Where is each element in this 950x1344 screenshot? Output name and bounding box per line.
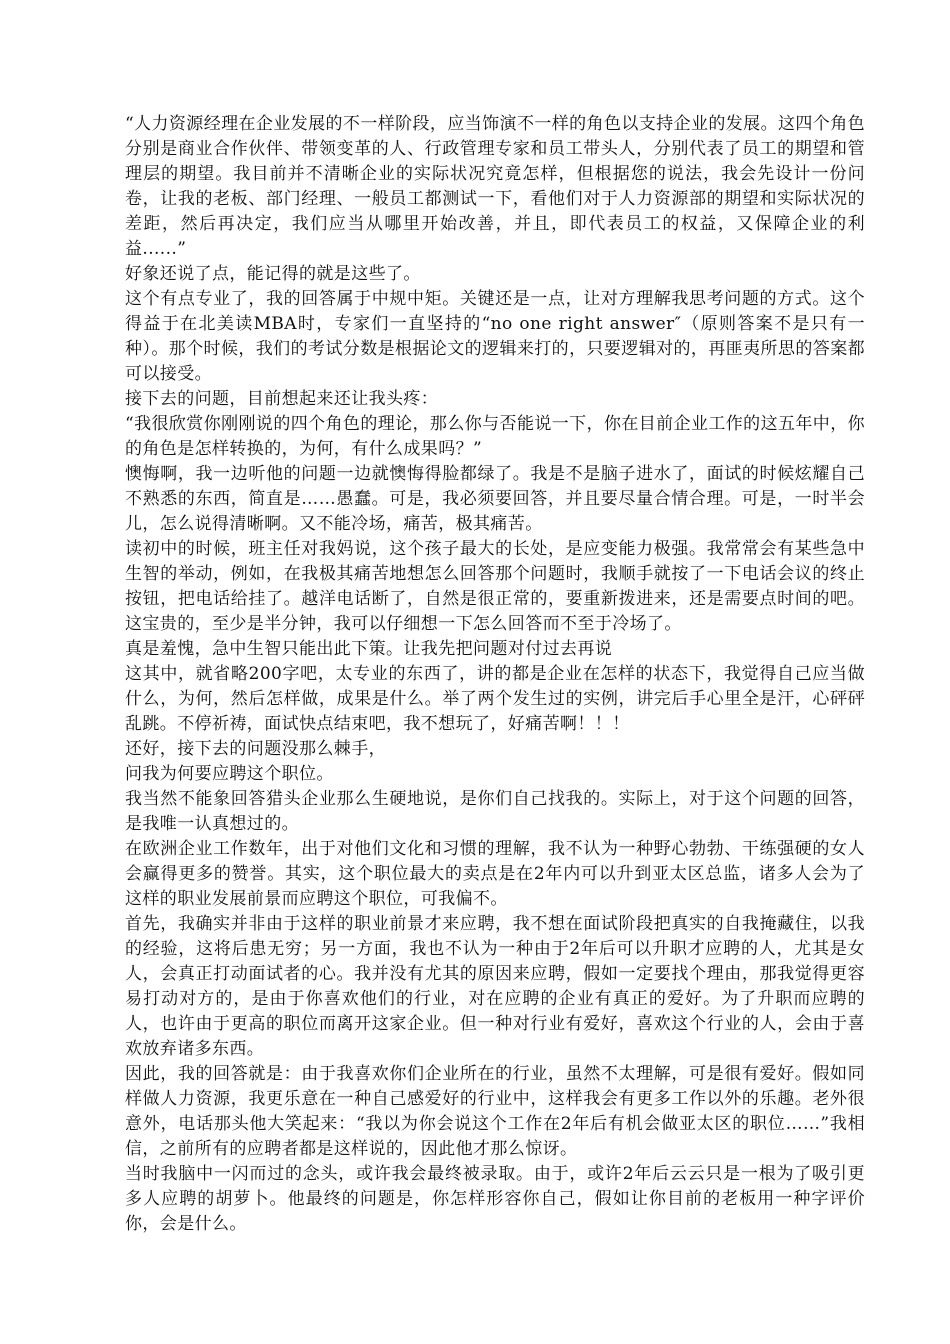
paragraph-omitted-answer: 这其中，就省略200字吧，太专业的东西了，讲的都是企业在怎样的状态下，我觉得自己应当做什么，为何，然后怎样做，成果是什么。举了两个发生过的实例，讲完后手心里全是汗，心砰砰乱跳。不停祈祷，面试快点结束吧，我不想玩了，好痛苦啊！！！ bbox=[125, 664, 865, 734]
paragraph-quote-four-roles: “人力资源经理在企业发展的不一样阶段，应当饰演不一样的角色以支持企业的发展。这四个角色分别是商业合作伙伴、带领变革的人、行政管理专家和员工带头人，分别代表了员工的期望和管理层的期望。我目前并不清晰企业的实际状况究竟怎样，但根据您的说法，我会先设计一份问卷，让我的老板、部门经理、一般员工都测试一下，看他们对于人力资源部的期望和实际状况的差距，然后再决定，我们应当从哪里开始改善，并且，即代表员工的权益，又保障企业的利益......” bbox=[125, 114, 865, 259]
paragraph-first-reason: 首先，我确实并非由于这样的职业前景才来应聘，我不想在面试阶段把真实的自我掩藏住，以我的经验，这将后患无穷；另一方面，我也不认为一种由于2年后可以升职才应聘的人，尤其是女人，会真正打动面试者的心。我并没有尤其的原因来应聘，假如一定要找个理由，那我觉得更容易打动对方的，是由于你喜欢他们的行业，对在应聘的企业有真正的爱好。为了升职而应聘的人，也许由于更高的职位而离开这家企业。但一种对行业有爱好，喜欢这个行业的人，会由于喜欢放弃诸多东西。 bbox=[125, 914, 865, 1059]
paragraph-next-question: 接下去的问题，目前想起来还让我头疼： bbox=[125, 389, 439, 409]
paragraph-headhunter: 我当然不能象回答猎头企业那么生硬地说，是你们自己找我的。实际上，对于这个问题的回答，是我唯一认真想过的。 bbox=[125, 789, 865, 834]
paragraph-why-apply: 问我为何要应聘这个职位。 bbox=[125, 764, 334, 784]
paragraph-professional-answer: 这个有点专业了，我的回答属于中规中矩。关键还是一点，让对方理解我思考问题的方式。这个得益于在北美读MBA时，专家们一直坚持的“no one right answer″（原则答案不是只有一种）。那个时候，我们的考试分数是根据论文的逻辑来打的，只要逻辑对的，再匪夷所思的答案都可以接受。 bbox=[125, 289, 865, 384]
paragraph-remembered: 好象还说了点，能记得的就是这些了。 bbox=[125, 264, 421, 284]
paragraph-regret: 懊悔啊，我一边听他的问题一边就懊悔得脸都绿了。我是不是脑子进水了，面试的时候炫耀自己不熟悉的东西，简直是……愚蠢。可是，我必须要回答，并且要尽量合情合理。可是，一时半会儿，怎么说得清晰啊。又不能冷场，痛苦，极其痛苦。 bbox=[125, 464, 865, 534]
document-body bbox=[125, 112, 865, 1237]
paragraph-ashamed: 真是羞愧，急中生智只能出此下策。让我先把问题对付过去再说 bbox=[125, 639, 613, 659]
paragraph-quick-wit: 读初中的时候，班主任对我妈说，这个孩子最大的长处，是应变能力极强。我常常会有某些急中生智的举动，例如，在我极其痛苦地想怎么回答那个问题时，我顺手就按了一下电话会议的终止按钮，把电话给挂了。越洋电话断了，自然是很正常的，要重新拨进来，还是需要点时间的吧。这宝贵的，至少是半分钟，我可以仔细想一下怎么回答而不至于冷场了。 bbox=[125, 539, 865, 634]
paragraph-final-question: 当时我脑中一闪而过的念头，或许我会最终被录取。由于，或许2年后云云只是一根为了吸引更多人应聘的胡萝卜。他最终的问题是，你怎样形容你自己，假如让你目前的老板用一种字评价你，会是什么。 bbox=[125, 1164, 865, 1234]
paragraph-interviewer-question: “我很欣赏你刚刚说的四个角色的理论，那么你与否能说一下，你在目前企业工作的这五年中，你的角色是怎样转换的，为何，有什么成果吗？” bbox=[125, 414, 865, 459]
paragraph-europe-culture: 在欧洲企业工作数年，出于对他们文化和习惯的理解，我不认为一种野心勃勃、干练强硬的女人会赢得更多的赞誉。其实，这个职位最大的卖点是在2年内可以升到亚太区总监，诸多人会为了这样的职业发展前景而应聘这个职位，可我偏不。 bbox=[125, 839, 865, 909]
paragraph-my-answer: 因此，我的回答就是：由于我喜欢你们企业所在的行业，虽然不太理解，可是很有爱好。假如同样做人力资源，我更乐意在一种自己感爱好的行业中，这样我会有更多工作以外的乐趣。老外很意外，电话那头他大笑起来：“我以为你会说这个工作在2年后有机会做亚太区的职位……”我相信，之前所有的应聘者都是这样说的，因此他才那么惊讶。 bbox=[125, 1064, 865, 1159]
paragraph-fortunately: 还好，接下去的问题没那么棘手， bbox=[125, 739, 386, 759]
